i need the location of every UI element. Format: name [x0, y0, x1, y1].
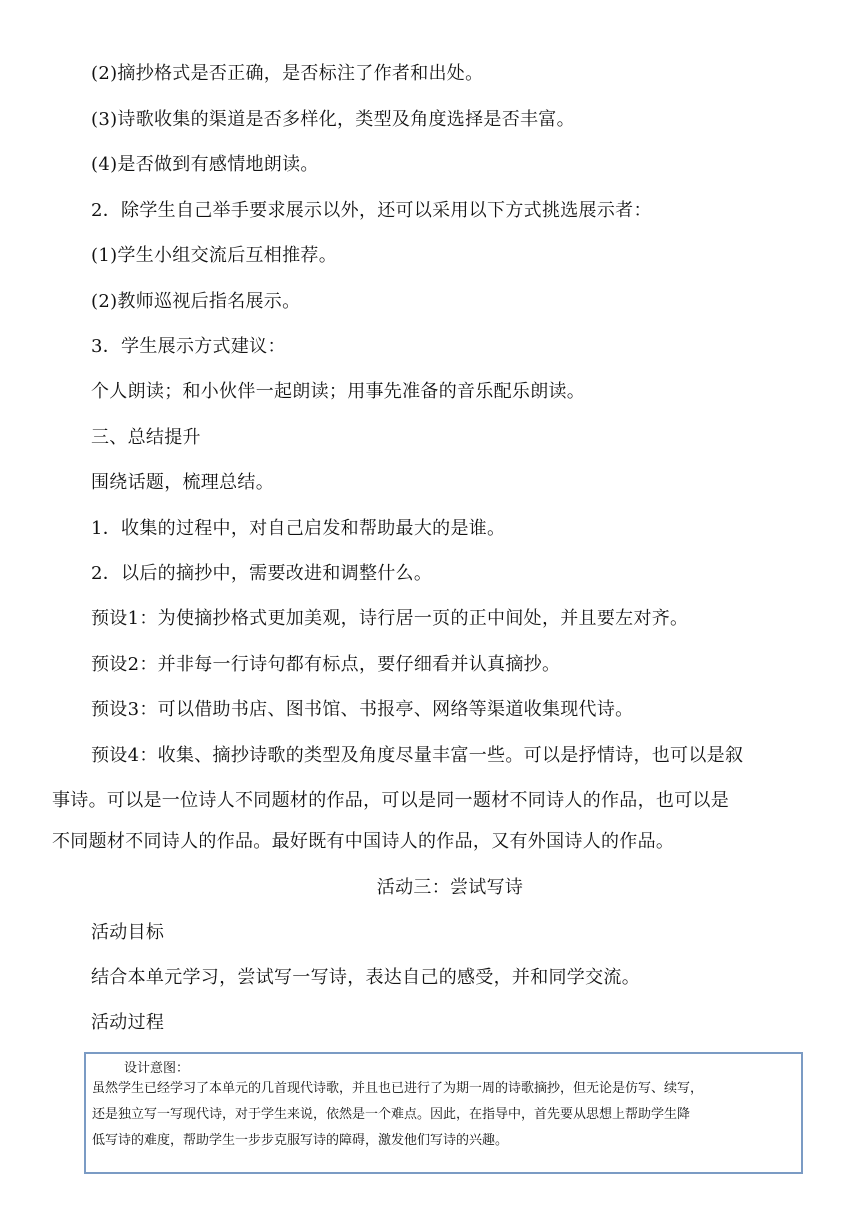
selection-method-2: (2)教师巡视后指名展示。 — [91, 291, 301, 312]
criteria-item-3: (3)诗歌收集的渠道是否多样化，类型及角度选择是否丰富。 — [91, 109, 575, 130]
display-suggestions-heading: 3．学生展示方式建议： — [91, 336, 286, 357]
preset-4-line-1: 预设4：收集、摘抄诗歌的类型及角度尽量丰富一些。可以是抒情诗，也可以是叙 — [91, 745, 744, 766]
design-intent-line-2: 还是独立写一写现代诗，对于学生来说，依然是一个难点。因此，在指导中，首先要从思想上帮助学生降 — [92, 1107, 691, 1122]
preset-4-line-2: 事诗。可以是一位诗人不同题材的作品，可以是同一题材不同诗人的作品，也可以是 — [52, 790, 730, 811]
criteria-item-4: (4)是否做到有感情地朗读。 — [91, 154, 319, 175]
activity-goal-heading: 活动目标 — [91, 922, 165, 943]
summary-item-1: 1．收集的过程中，对自己启发和帮助最大的是谁。 — [91, 518, 506, 539]
activity-process-heading: 活动过程 — [91, 1012, 165, 1033]
criteria-item-2: (2)摘抄格式是否正确，是否标注了作者和出处。 — [91, 63, 484, 84]
summary-intro: 围绕话题，梳理总结。 — [91, 472, 274, 493]
selection-method-1: (1)学生小组交流后互相推荐。 — [91, 245, 337, 266]
display-suggestions-text: 个人朗读；和小伙伴一起朗读；用事先准备的音乐配乐朗读。 — [91, 381, 586, 402]
section-heading-summary: 三、总结提升 — [91, 427, 201, 448]
preset-2: 预设2：并非每一行诗句都有标点，要仔细看并认真摘抄。 — [91, 654, 561, 675]
selection-methods-heading: 2．除学生自己举手要求展示以外，还可以采用以下方式挑选展示者： — [91, 200, 652, 221]
design-intent-title: 设计意图： — [124, 1061, 190, 1076]
activity-goal-text: 结合本单元学习，尝试写一写诗，表达自己的感受，并和同学交流。 — [91, 967, 640, 988]
preset-1: 预设1：为使摘抄格式更加美观，诗行居一页的正中间处，并且要左对齐。 — [91, 608, 689, 629]
design-intent-line-3: 低写诗的难度，帮助学生一步步克服写诗的障碍，激发他们写诗的兴趣。 — [92, 1133, 509, 1148]
preset-4-line-3: 不同题材不同诗人的作品。最好既有中国诗人的作品，又有外国诗人的作品。 — [52, 831, 675, 852]
design-intent-line-1: 虽然学生已经学习了本单元的几首现代诗歌，并且也已进行了为期一周的诗歌摘抄，但无论是仿写、续写， — [92, 1081, 704, 1096]
activity-three-title: 活动三：尝试写诗 — [376, 877, 524, 898]
summary-item-2: 2．以后的摘抄中，需要改进和调整什么。 — [91, 563, 433, 584]
preset-3: 预设3：可以借助书店、图书馆、书报亭、网络等渠道收集现代诗。 — [91, 699, 634, 720]
design-intent-box — [84, 1052, 803, 1174]
